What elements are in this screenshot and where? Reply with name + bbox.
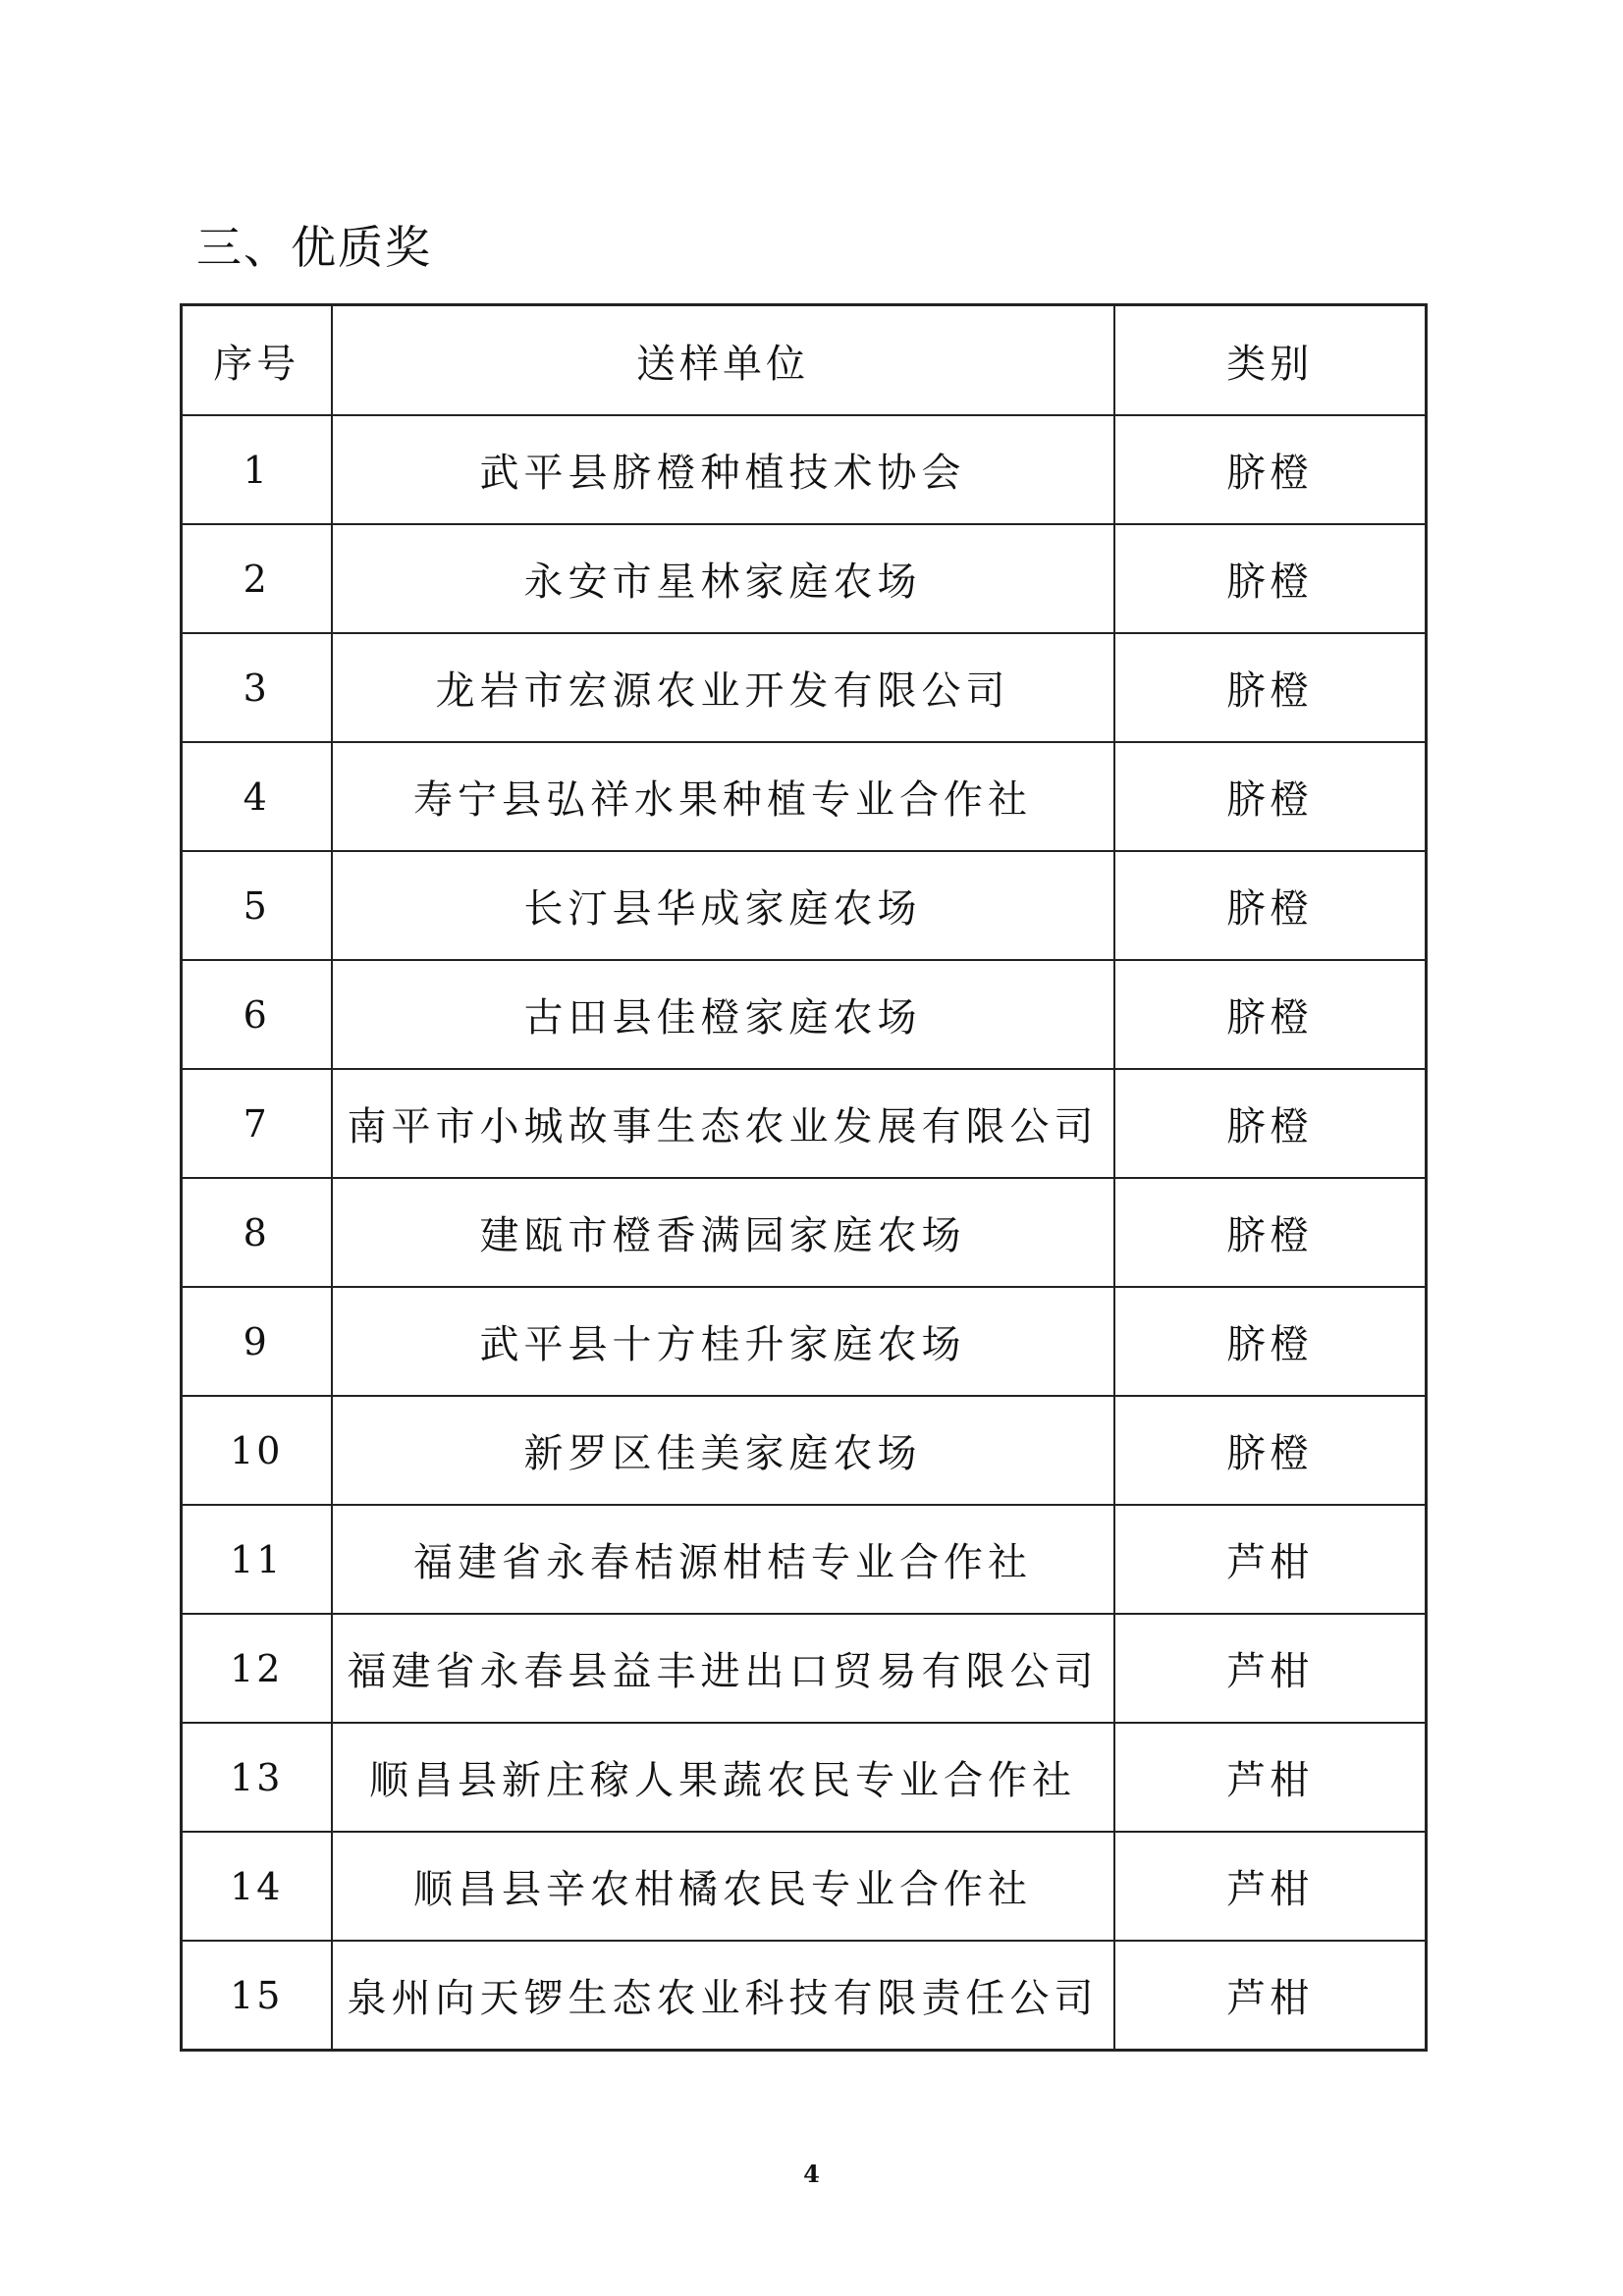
table-row <box>182 415 1427 524</box>
table-row <box>182 851 1427 960</box>
cell-unit: 福建省永春县益丰进出口贸易有限公司 <box>332 1614 1114 1723</box>
cell-unit: 顺昌县辛农柑橘农民专业合作社 <box>332 1832 1114 1941</box>
table-row <box>182 1614 1427 1723</box>
cell-seq: 11 <box>182 1505 332 1614</box>
award-table <box>180 303 1428 2052</box>
table-row <box>182 1723 1427 1832</box>
cell-unit: 武平县脐橙种植技术协会 <box>332 415 1114 524</box>
cell-seq: 4 <box>182 742 332 851</box>
cell-unit: 永安市星林家庭农场 <box>332 524 1114 633</box>
cell-category: 脐橙 <box>1114 960 1427 1069</box>
section-title: 三、优质奖 <box>196 221 432 274</box>
table-body <box>182 415 1427 2051</box>
cell-seq: 3 <box>182 633 332 742</box>
cell-unit: 福建省永春桔源柑桔专业合作社 <box>332 1505 1114 1614</box>
cell-seq: 7 <box>182 1069 332 1178</box>
cell-category: 脐橙 <box>1114 415 1427 524</box>
header-unit: 送样单位 <box>332 305 1114 416</box>
cell-seq: 14 <box>182 1832 332 1941</box>
cell-seq: 12 <box>182 1614 332 1723</box>
cell-unit: 新罗区佳美家庭农场 <box>332 1396 1114 1505</box>
cell-category: 脐橙 <box>1114 633 1427 742</box>
cell-category: 芦柑 <box>1114 1614 1427 1723</box>
cell-unit: 长汀县华成家庭农场 <box>332 851 1114 960</box>
table-row <box>182 1832 1427 1941</box>
cell-unit: 南平市小城故事生态农业发展有限公司 <box>332 1069 1114 1178</box>
cell-seq: 10 <box>182 1396 332 1505</box>
table-row <box>182 742 1427 851</box>
cell-seq: 5 <box>182 851 332 960</box>
cell-seq: 1 <box>182 415 332 524</box>
cell-category: 芦柑 <box>1114 1723 1427 1832</box>
cell-seq: 2 <box>182 524 332 633</box>
cell-category: 脐橙 <box>1114 1178 1427 1287</box>
cell-category: 脐橙 <box>1114 742 1427 851</box>
table-row <box>182 1069 1427 1178</box>
cell-unit: 顺昌县新庄稼人果蔬农民专业合作社 <box>332 1723 1114 1832</box>
page-number: 4 <box>803 2160 820 2188</box>
table-header-row <box>182 305 1427 416</box>
cell-category: 脐橙 <box>1114 1287 1427 1396</box>
cell-category: 芦柑 <box>1114 1505 1427 1614</box>
cell-category: 脐橙 <box>1114 524 1427 633</box>
table-row <box>182 1505 1427 1614</box>
cell-unit: 寿宁县弘祥水果种植专业合作社 <box>332 742 1114 851</box>
cell-category: 脐橙 <box>1114 1396 1427 1505</box>
cell-seq: 15 <box>182 1941 332 2051</box>
cell-category: 脐橙 <box>1114 1069 1427 1178</box>
header-seq: 序号 <box>182 305 332 416</box>
table-row <box>182 960 1427 1069</box>
cell-seq: 8 <box>182 1178 332 1287</box>
table-row <box>182 524 1427 633</box>
table-row <box>182 633 1427 742</box>
cell-category: 脐橙 <box>1114 851 1427 960</box>
cell-unit: 建瓯市橙香满园家庭农场 <box>332 1178 1114 1287</box>
cell-seq: 6 <box>182 960 332 1069</box>
cell-unit: 泉州向天锣生态农业科技有限责任公司 <box>332 1941 1114 2051</box>
cell-category: 芦柑 <box>1114 1941 1427 2051</box>
cell-unit: 武平县十方桂升家庭农场 <box>332 1287 1114 1396</box>
cell-seq: 13 <box>182 1723 332 1832</box>
cell-seq: 9 <box>182 1287 332 1396</box>
table-row <box>182 1287 1427 1396</box>
table-row <box>182 1941 1427 2051</box>
cell-unit: 龙岩市宏源农业开发有限公司 <box>332 633 1114 742</box>
table-row <box>182 1396 1427 1505</box>
cell-category: 芦柑 <box>1114 1832 1427 1941</box>
cell-unit: 古田县佳橙家庭农场 <box>332 960 1114 1069</box>
header-category: 类别 <box>1114 305 1427 416</box>
table-row <box>182 1178 1427 1287</box>
